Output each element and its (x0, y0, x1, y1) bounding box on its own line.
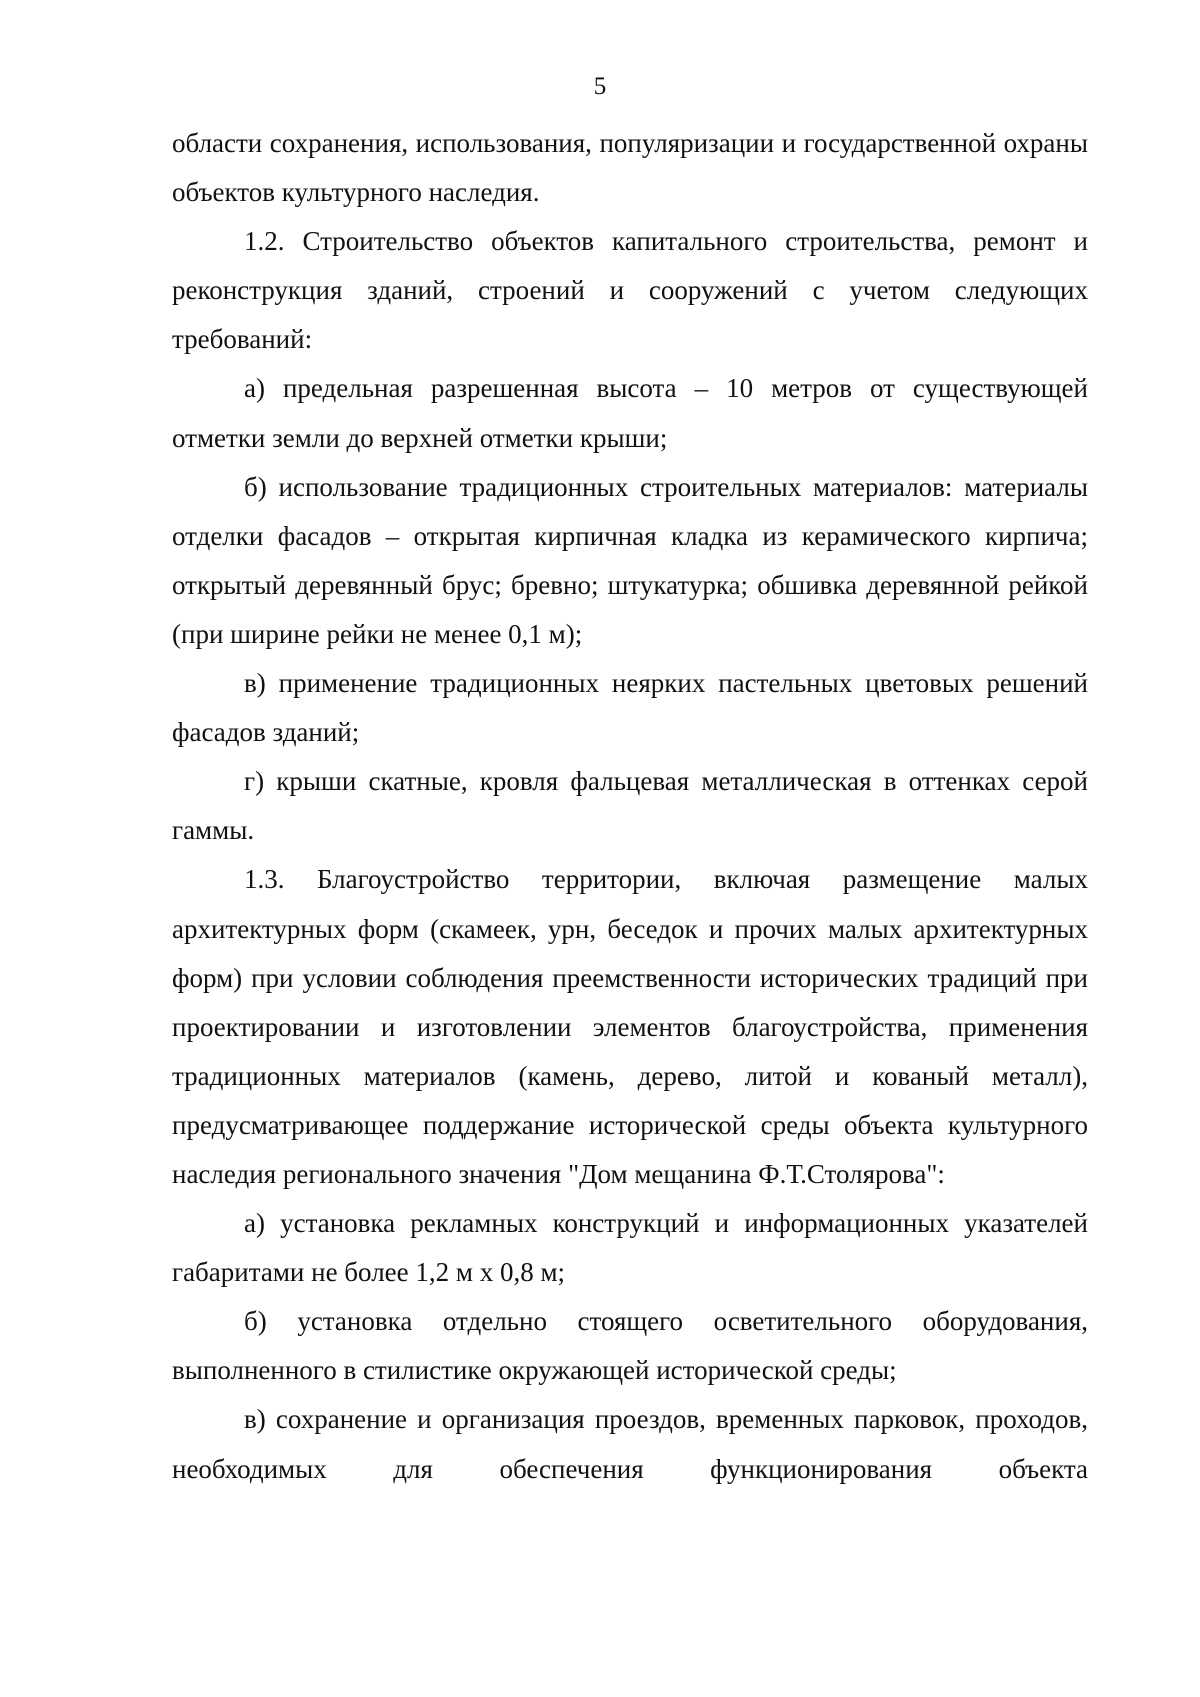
paragraph-section-1-3: 1.3. Благоустройство территории, включая размещение малых архитектурных форм (скамеек, урн, беседок и прочих малых архитектурных форм) при условии соблюдения преемственности исторических традиций при проектировании и изготовлении элементов благоустройства, применения традиционных материалов (камень, дерево, литой и кованый металл), предусматривающее поддержание исторической среды объекта культурного наследия регионального значения "Дом мещанина Ф.Т.Столярова": (172, 864, 1088, 1189)
document-body (172, 119, 1088, 1494)
page-number: 5 (593, 73, 607, 100)
paragraph-item-a-height: а) предельная разрешенная высота – 10 метров от существующей отметки земли до верхней отметки крыши; (172, 373, 1088, 453)
paragraph-continuation: области сохранения, использования, популяризации и государственной охраны объектов культурного наследия. (172, 128, 1088, 208)
paragraph-section-1-2: 1.2. Строительство объектов капитального строительства, ремонт и реконструкция зданий, строений и сооружений с учетом следующих требований: (172, 226, 1088, 355)
paragraph-item-b-materials: б) использование традиционных строительных материалов: материалы отделки фасадов – открытая кирпичная кладка из керамического кирпича; открытый деревянный брус; бревно; штукатурка; обшивка деревянной рейкой (при ширине рейки не менее 0,1 м); (172, 471, 1088, 649)
paragraph-item-c-colors: в) применение традиционных неярких пастельных цветовых решений фасадов зданий; (172, 668, 1088, 748)
paragraph-item-b-lighting: б) установка отдельно стоящего осветительного оборудования, выполненного в стилистике окружающей исторической среды; (172, 1306, 1088, 1386)
paragraph-item-d-roofs: г) крыши скатные, кровля фальцевая металлическая в оттенках серой гаммы. (172, 766, 1088, 846)
paragraph-item-c-passages: в) сохранение и организация проездов, временных парковок, проходов, необходимых для обеспечения функционирования объекта (172, 1404, 1088, 1484)
paragraph-item-a-signage: а) установка рекламных конструкций и информационных указателей габаритами не более 1,2 м х 0,8 м; (172, 1208, 1088, 1288)
